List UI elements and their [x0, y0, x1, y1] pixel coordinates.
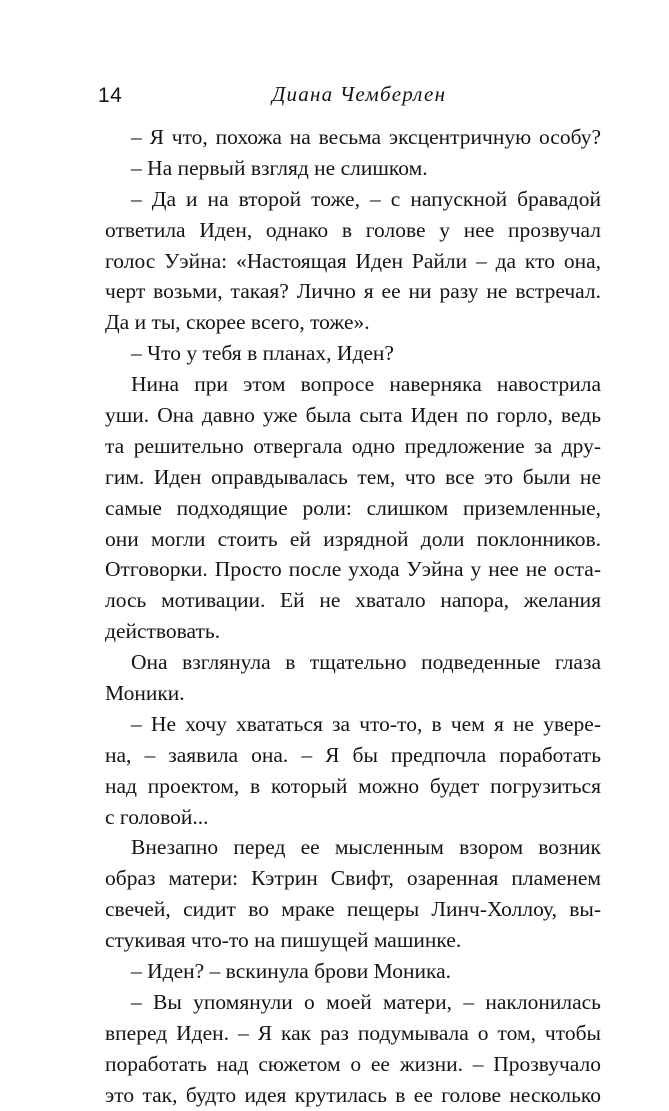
running-head-author: Диана Чемберлен [272, 82, 447, 106]
text-line: образ матери: Кэтрин Свифт, озаренная пламенем [105, 866, 601, 891]
text-line: действовать. [105, 619, 221, 644]
text-line: стукивая что-то на пишущей машинке. [105, 928, 462, 953]
text-line: Да и ты, скорее всего, тоже». [105, 310, 370, 335]
text-line: свечей, сидит во мраке пещеры Линч-Холлоу, вы- [105, 897, 601, 922]
text-line: Отговорки. Просто после ухода Уэйна у нее не оста- [105, 557, 601, 582]
text-line: лось мотивации. Ей не хватало напора, желания [105, 588, 601, 613]
text-line: черт возьми, такая? Лично я ее ни разу не встречал. [105, 279, 601, 304]
text-line: Нина при этом вопросе наверняка навострила [131, 372, 601, 397]
text-line: ответила Иден, однако в голове у нее прозвучал [105, 217, 601, 242]
text-line: та решительно отвергала одно предложение за дру- [105, 433, 601, 458]
text-line: гим. Иден оправдывалась тем, что все это были не [105, 464, 601, 489]
text-line: поработать над сюжетом о ее жизни. – Прозвучало [105, 1051, 601, 1076]
text-line: – Да и на второй тоже, – с напускной бравадой [131, 186, 601, 211]
text-line: – Я что, похожа на весьма эксцентричную особу? [131, 125, 601, 149]
text-line: – Вы упомянули о моей матери, – наклонилась [131, 989, 601, 1014]
text-line: – Не хочу хвататься за что-то, в чем я не увере- [131, 711, 601, 736]
text-line: они могли стоить ей изрядной доли поклонников. [105, 526, 601, 551]
text-line: – Иден? – вскинула брови Моника. [131, 959, 452, 984]
text-line: с головой... [105, 804, 209, 829]
text-line: уши. Она давно уже была сыта Иден по горло, ведь [105, 403, 601, 428]
text-line: это так, будто идея крутилась в ее голове несколько [105, 1082, 601, 1107]
text-line: Внезапно перед ее мысленным взором возник [131, 835, 601, 860]
text-line: Она взглянула в тщательно подведенные глаза [131, 650, 601, 675]
page-number: 14 [98, 84, 123, 107]
text-line: самые подходящие роли: слишком приземленные, [105, 495, 601, 520]
text-line: Моники. [105, 681, 185, 706]
text-line: вперед Иден. – Я как раз подумывала о том, чтобы [105, 1020, 601, 1045]
text-line: на, – заявила она. – Я бы предпочла поработать [105, 742, 601, 767]
text-line: голос Уэйна: «Настоящая Иден Райли – да кто она, [105, 248, 601, 273]
text-line: – Что у тебя в планах, Иден? [131, 341, 394, 366]
text-line: – На первый взгляд не слишком. [131, 155, 428, 180]
text-line: над проектом, в который можно будет погрузиться [105, 773, 601, 798]
body-text [105, 122, 601, 1111]
